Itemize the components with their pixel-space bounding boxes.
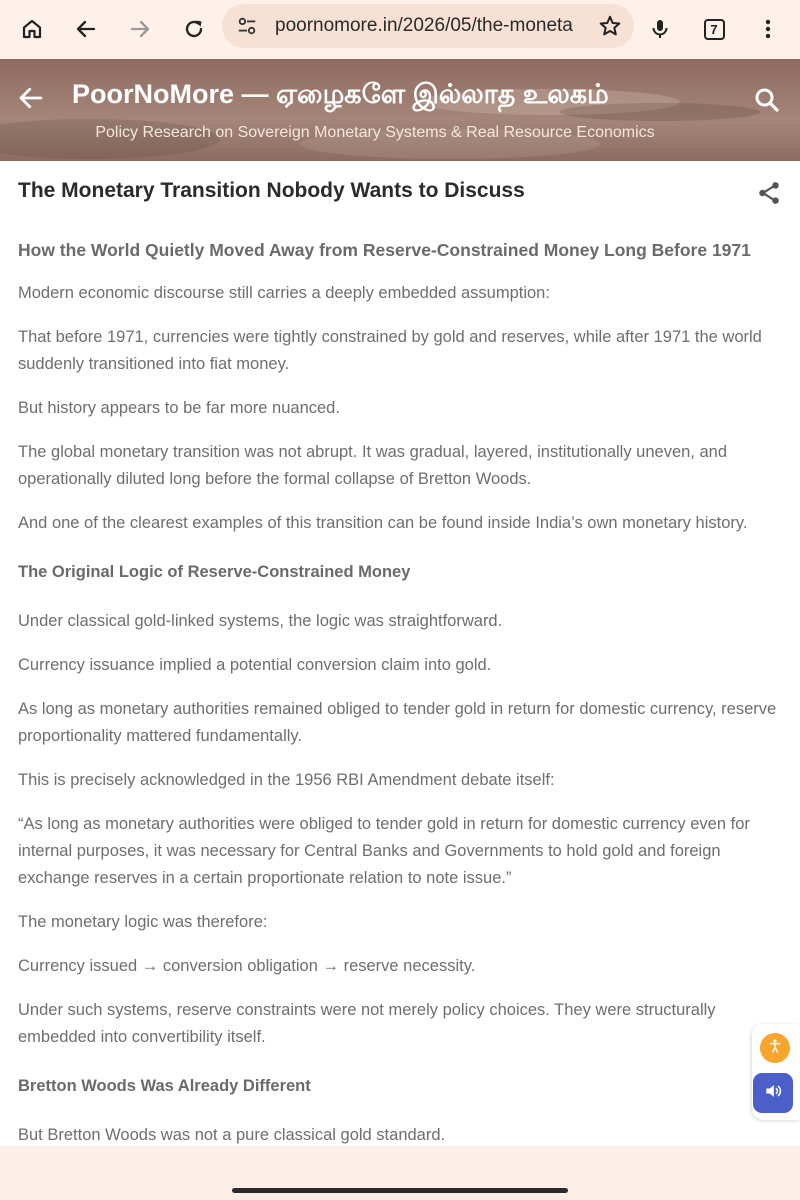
home-icon[interactable] <box>10 7 54 51</box>
paragraph: But history appears to be far more nuanced. <box>18 399 340 417</box>
paragraph: Under classical gold-linked systems, the logic was straightforward. <box>18 612 503 630</box>
site-header <box>0 59 800 161</box>
share-icon[interactable] <box>756 180 782 211</box>
article <box>0 161 800 1146</box>
paragraph: And one of the clearest examples of this transition can be found inside India’s own monetary history. <box>18 514 748 532</box>
speaker-icon <box>763 1081 783 1106</box>
address-bar[interactable] <box>222 4 634 48</box>
paragraph: That before 1971, currencies were tightly constrained by gold and reserves, while after 1971 the world suddenly transitioned into fiat money. <box>18 328 762 373</box>
paragraph: As long as monetary authorities remained obliged to tender gold in return for domestic currency, reserve proportionality mattered fundamentally. <box>18 700 777 745</box>
search-icon[interactable] <box>752 85 782 120</box>
site-subtitle: Policy Research on Sovereign Monetary Systems & Real Resource Economics <box>95 124 655 141</box>
gesture-handle[interactable] <box>232 1188 568 1193</box>
paragraph: Under such systems, reserve constraints were not merely policy choices. They were structurally embedded into convertibility itself. <box>18 1001 716 1046</box>
tabs-icon[interactable] <box>692 7 736 51</box>
reload-icon[interactable] <box>172 7 216 51</box>
paragraph: The global monetary transition was not abrupt. It was gradual, layered, institutionally uneven, and operationally diluted long before the formal collapse of Bretton Woods. <box>18 443 727 488</box>
tab-count: 7 <box>704 19 725 40</box>
bookmark-star-icon[interactable] <box>598 14 622 43</box>
post-body <box>18 237 786 1146</box>
paragraph: This is precisely acknowledged in the 1956 RBI Amendment debate itself: <box>18 771 555 789</box>
paragraph: The monetary logic was therefore: <box>18 913 268 931</box>
forward-icon[interactable] <box>118 7 162 51</box>
back-icon[interactable] <box>64 7 108 51</box>
site-title[interactable]: PoorNoMore — ஏழைகளே இல்லாத உலகம் <box>72 79 609 109</box>
section-heading: The Original Logic of Reserve-Constrained Money <box>18 563 411 581</box>
menu-icon[interactable] <box>746 7 790 51</box>
quote-paragraph: “As long as monetary authorities were obliged to tender gold in return for domestic currency even for internal purposes, it was necessary for Central Banks and Governments to hold gold and foreign exchange reserves in a certain proportionate relation to note issue.” <box>18 815 750 887</box>
mic-icon[interactable] <box>638 7 682 51</box>
post-title: The Monetary Transition Nobody Wants to Discuss <box>18 179 525 202</box>
site-settings-icon[interactable] <box>236 15 258 42</box>
paragraph: Currency issuance implied a potential conversion claim into gold. <box>18 656 492 674</box>
system-navigation-bar <box>0 1146 800 1200</box>
listen-button[interactable] <box>753 1073 793 1113</box>
back-arrow-icon[interactable] <box>16 83 46 118</box>
section-heading: Bretton Woods Was Already Different <box>18 1077 311 1095</box>
post-subtitle: How the World Quietly Moved Away from Reserve-Constrained Money Long Before 1971 <box>18 240 751 260</box>
paragraph: But Bretton Woods was not a pure classical gold standard. <box>18 1126 446 1144</box>
accessibility-button[interactable] <box>760 1033 790 1063</box>
accessibility-icon <box>767 1038 783 1059</box>
paragraph: Currency issued → conversion obligation → reserve necessity. <box>18 957 476 975</box>
url-text[interactable]: poornomore.in/2026/05/the-moneta <box>275 15 573 36</box>
floating-widget-panel <box>752 1024 800 1120</box>
browser-toolbar <box>0 0 800 59</box>
paragraph: Modern economic discourse still carries a deeply embedded assumption: <box>18 284 550 302</box>
